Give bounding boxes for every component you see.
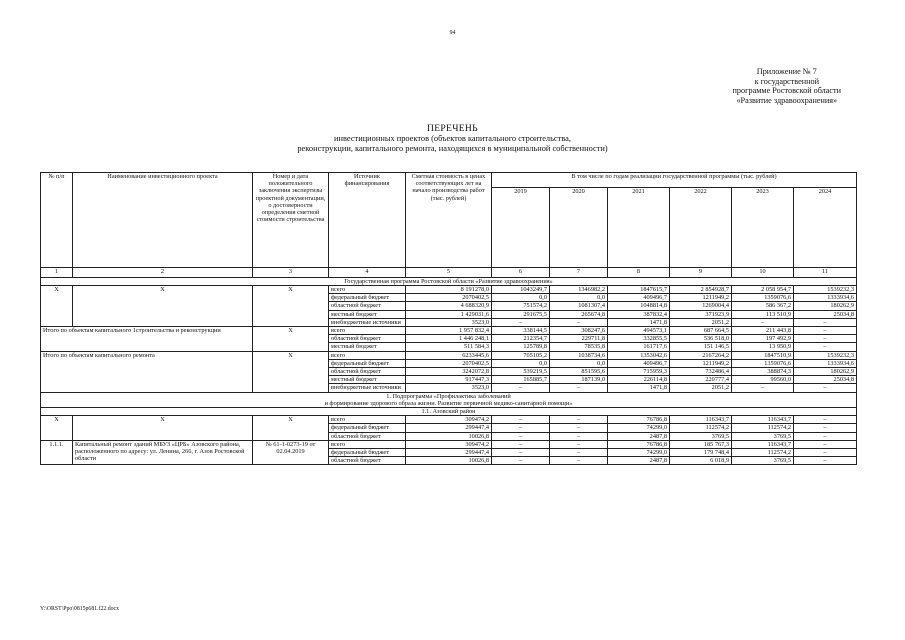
block-totals — [41, 286, 857, 327]
year-2022-cell: 2051,2 — [670, 384, 732, 392]
appendix-line: программе Ростовской области — [732, 86, 841, 96]
section-row — [41, 277, 857, 285]
year-2020-cell: 1346982,2 — [550, 286, 608, 294]
project-name-cell: Итого по объектам капитального 1строительства и реконструкции — [41, 327, 253, 352]
year-2023-cell: 197 492,9 — [732, 335, 794, 343]
column-number: 4 — [329, 268, 406, 278]
estimated-cost-cell: 1 957 832,4 — [406, 327, 492, 335]
investment-projects-table — [40, 172, 857, 465]
funding-source-cell: всего — [329, 416, 406, 424]
year-2021-cell: 2487,8 — [608, 457, 670, 465]
year-2022-cell: 2167264,2 — [670, 351, 732, 359]
year-2020-cell: 0,0 — [550, 294, 608, 302]
project-name-cell: Х — [73, 416, 253, 441]
block-construction — [41, 327, 857, 352]
title-heading: ПЕРЕЧЕНЬ — [427, 123, 478, 134]
project-number-cell: Х — [41, 416, 73, 441]
year-2024-cell: 1333934,6 — [794, 294, 857, 302]
year-2020-cell: 308247,6 — [550, 327, 608, 335]
year-2020-cell: 265674,8 — [550, 310, 608, 318]
year-2021-cell: 1353042,6 — [608, 351, 670, 359]
year-2022-cell: 151 146,5 — [670, 343, 732, 351]
block-repair — [41, 351, 857, 392]
estimated-cost-cell: 3523,0 — [406, 318, 492, 326]
funding-source-cell: внебюджетные источники — [329, 384, 406, 392]
year-2023-cell: 112574,2 — [732, 424, 794, 432]
file-path-footer: Y:\ORST\Ppo\0815p681.f22.docx — [40, 606, 120, 612]
estimated-cost-cell: 2070402,5 — [406, 294, 492, 302]
column-number: 10 — [732, 268, 794, 278]
column-number: 2 — [73, 268, 253, 278]
table-row — [41, 351, 857, 359]
year-2022-cell: 112574,2 — [670, 424, 732, 432]
expertise-cell: Х — [253, 286, 329, 327]
year-2019-cell: 165885,7 — [492, 376, 550, 384]
estimated-cost-cell: 6233445,6 — [406, 351, 492, 359]
year-2019-cell: 125789,8 — [492, 343, 550, 351]
estimated-cost-cell: 10026,8 — [406, 432, 492, 440]
year-2024-cell: – — [794, 327, 857, 335]
estimated-cost-cell: 917447,3 — [406, 376, 492, 384]
document-title — [0, 124, 905, 153]
year-2022-cell: 1211949,2 — [670, 294, 732, 302]
year-2023-cell: 1359076,6 — [732, 294, 794, 302]
expertise-cell: Х — [253, 327, 329, 352]
district-title: 1.1. Азовский район — [41, 408, 857, 416]
year-2024-cell: 25034,8 — [794, 376, 857, 384]
funding-source-cell: федеральный бюджет — [329, 359, 406, 367]
year-2021-cell: 76786,8 — [608, 416, 670, 424]
header-estimated-cost: Сметная стоимость в ценах соответствующих лет на начало производства работ (тыс. рублей) — [406, 173, 492, 268]
year-2019-cell: 0,0 — [492, 359, 550, 367]
year-2020-cell: 0,0 — [550, 359, 608, 367]
year-2021-cell: 1471,8 — [608, 384, 670, 392]
year-2024-cell: 180262,9 — [794, 302, 857, 310]
year-2023-cell: 2 058 954,7 — [732, 286, 794, 294]
year-2024-cell: – — [794, 318, 857, 326]
funding-source-cell: областной бюджет — [329, 335, 406, 343]
year-2021-cell: 74299,0 — [608, 449, 670, 457]
year-2023-cell: 113 510,9 — [732, 310, 794, 318]
year-2022-cell: 1211949,2 — [670, 359, 732, 367]
year-2024-cell: – — [794, 343, 857, 351]
estimated-cost-cell: 309474,2 — [406, 440, 492, 448]
table-row — [41, 416, 857, 424]
year-2024-cell: – — [794, 440, 857, 448]
year-2022-cell: 3769,5 — [670, 432, 732, 440]
year-2019-cell: 212354,7 — [492, 335, 550, 343]
year-2023-cell: 13 950,9 — [732, 343, 794, 351]
appendix-line: Приложение № 7 — [756, 67, 817, 76]
column-number: 7 — [550, 268, 608, 278]
year-2021-cell: 74299,0 — [608, 424, 670, 432]
year-2022-cell: 116343,7 — [670, 416, 732, 424]
year-2022-cell: 732486,4 — [670, 368, 732, 376]
year-2021-cell: 2487,8 — [608, 432, 670, 440]
column-number: 8 — [608, 268, 670, 278]
year-2024-cell: 25034,8 — [794, 310, 857, 318]
subprogram-title-line: 1. Подпрограмма «Профилактика заболеваний — [386, 392, 511, 400]
year-2024-cell: 180262,9 — [794, 368, 857, 376]
funding-source-cell: федеральный бюджет — [329, 294, 406, 302]
year-2022-cell: 6 018,9 — [670, 457, 732, 465]
project-number-cell: Х — [41, 286, 73, 327]
year-2022-cell: 220777,4 — [670, 376, 732, 384]
year-2021-cell: 1847615,7 — [608, 286, 670, 294]
table-row — [41, 440, 857, 448]
year-2019-cell: – — [492, 440, 550, 448]
block-project-1-1-1 — [41, 440, 857, 465]
year-2020-cell: – — [550, 449, 608, 457]
year-2023-cell: 99560,0 — [732, 376, 794, 384]
year-2021-cell: 494573,1 — [608, 327, 670, 335]
expertise-cell: Х — [253, 351, 329, 392]
year-2023-cell: 3769,5 — [732, 432, 794, 440]
year-2019-cell: – — [492, 432, 550, 440]
year-2020-cell: – — [550, 432, 608, 440]
year-2024-cell: – — [794, 335, 857, 343]
year-2019-cell: 705105,2 — [492, 351, 550, 359]
project-name-cell: Капитальный ремонт зданий МБУЗ «ЦРБ» Азовского района, расположенного по адресу: ул. Ленина, 266, г. Азов Ростовской области — [73, 440, 253, 465]
year-2021-cell: 1048814,8 — [608, 302, 670, 310]
year-2022-cell: 185 767,3 — [670, 440, 732, 448]
year-2019-cell: – — [492, 318, 550, 326]
funding-source-cell: всего — [329, 351, 406, 359]
estimated-cost-cell: 299447,4 — [406, 424, 492, 432]
estimated-cost-cell: 1 429031,6 — [406, 310, 492, 318]
year-2023-cell: 211 443,8 — [732, 327, 794, 335]
year-2023-cell: 388874,3 — [732, 368, 794, 376]
project-number-cell: 1.1.1. — [41, 440, 73, 465]
header-number: № п/п — [41, 173, 73, 268]
title-line: реконструкции, капитального ремонта, находящихся в муниципальной собственности) — [297, 143, 608, 153]
column-number: 3 — [253, 268, 329, 278]
year-2023-cell: 112574,2 — [732, 449, 794, 457]
year-2022-cell: 371923,9 — [670, 310, 732, 318]
year-2019-cell: – — [492, 457, 550, 465]
header-year: 2023 — [732, 188, 794, 268]
funding-source-cell: всего — [329, 440, 406, 448]
year-2021-cell: 409496,7 — [608, 359, 670, 367]
header-expertise: Номер и дата положительного заключения экспертизы проектной документации, о достоверности определения сметной стоимости строительства — [253, 173, 329, 268]
year-2020-cell: 1081307,4 — [550, 302, 608, 310]
header-project-name: Наименование инвестиционного проекта — [73, 173, 253, 268]
year-2019-cell: – — [492, 416, 550, 424]
column-number: 6 — [492, 268, 550, 278]
table-row — [41, 327, 857, 335]
funding-source-cell: местный бюджет — [329, 376, 406, 384]
header-year: 2021 — [608, 188, 670, 268]
expertise-cell: Х — [253, 416, 329, 441]
title-line: инвестиционных проектов (объектов капитального строительства, — [334, 133, 571, 143]
project-name-cell: Х — [73, 286, 253, 327]
table-row — [41, 286, 857, 294]
year-2019-cell: 338144,5 — [492, 327, 550, 335]
year-2020-cell: – — [550, 440, 608, 448]
header-year: 2022 — [670, 188, 732, 268]
year-2024-cell: – — [794, 432, 857, 440]
year-2024-cell: – — [794, 457, 857, 465]
year-2021-cell: 387832,4 — [608, 310, 670, 318]
year-2020-cell: 851595,6 — [550, 368, 608, 376]
year-2020-cell: 229711,8 — [550, 335, 608, 343]
funding-source-cell: местный бюджет — [329, 310, 406, 318]
column-number: 9 — [670, 268, 732, 278]
estimated-cost-cell: 1 446 248,1 — [406, 335, 492, 343]
header-years-group: В том числе по годам реализации государственной программы (тыс. рублей) — [492, 173, 857, 188]
appendix-note — [733, 67, 841, 105]
estimated-cost-cell: 4 688320,9 — [406, 302, 492, 310]
year-2020-cell: 1038734,6 — [550, 351, 608, 359]
estimated-cost-cell: 8 191278,0 — [406, 286, 492, 294]
funding-source-cell: областной бюджет — [329, 302, 406, 310]
header-year: 2024 — [794, 188, 857, 268]
estimated-cost-cell: 3523,0 — [406, 384, 492, 392]
year-2022-cell: 2 854928,7 — [670, 286, 732, 294]
year-2024-cell: 1539232,3 — [794, 286, 857, 294]
subprogram-title — [41, 392, 857, 407]
funding-source-cell: областной бюджет — [329, 432, 406, 440]
estimated-cost-cell: 511 584,3 — [406, 343, 492, 351]
year-2024-cell: – — [794, 384, 857, 392]
section-row — [41, 408, 857, 416]
year-2024-cell: 1333934,6 — [794, 359, 857, 367]
year-2020-cell: – — [550, 457, 608, 465]
header-year: 2020 — [550, 188, 608, 268]
expertise-cell: № 61-1-0273-19 от 02.04.2019 — [253, 440, 329, 465]
year-2022-cell: 179 748,4 — [670, 449, 732, 457]
year-2022-cell: 687 664,5 — [670, 327, 732, 335]
funding-source-cell: всего — [329, 286, 406, 294]
column-number: 5 — [406, 268, 492, 278]
year-2021-cell: 226114,8 — [608, 376, 670, 384]
year-2023-cell: 1847510,9 — [732, 351, 794, 359]
page-number: 94 — [449, 30, 456, 36]
project-name-cell: Итого по объектам капитального ремонта — [41, 351, 253, 392]
year-2023-cell: 3769,5 — [732, 457, 794, 465]
funding-source-cell: федеральный бюджет — [329, 424, 406, 432]
year-2019-cell: 0,0 — [492, 294, 550, 302]
year-2022-cell: 1269004,4 — [670, 302, 732, 310]
year-2023-cell: – — [732, 318, 794, 326]
header-row — [41, 173, 857, 188]
year-2021-cell: 715959,3 — [608, 368, 670, 376]
funding-source-cell: областной бюджет — [329, 457, 406, 465]
year-2020-cell: – — [550, 424, 608, 432]
year-2020-cell: – — [550, 318, 608, 326]
funding-source-cell: внебюджетные источники — [329, 318, 406, 326]
year-2021-cell: 332855,5 — [608, 335, 670, 343]
funding-source-cell: федеральный бюджет — [329, 449, 406, 457]
header-funding-source: Источник финансирования — [329, 173, 406, 268]
year-2020-cell: – — [550, 416, 608, 424]
funding-source-cell: областной бюджет — [329, 368, 406, 376]
year-2020-cell: 187139,0 — [550, 376, 608, 384]
appendix-line: «Развитие здравоохранения» — [736, 95, 838, 105]
appendix-line: к государственной — [754, 76, 819, 86]
year-2022-cell: 2051,2 — [670, 318, 732, 326]
column-number: 11 — [794, 268, 857, 278]
year-2019-cell: – — [492, 424, 550, 432]
year-2024-cell: – — [794, 424, 857, 432]
year-2019-cell: 1043249,7 — [492, 286, 550, 294]
header-year: 2019 — [492, 188, 550, 268]
year-2021-cell: 161717,6 — [608, 343, 670, 351]
program-title: Государственная программа Ростовской области «Развитие здравоохранения» — [41, 277, 857, 285]
year-2019-cell: 291675,5 — [492, 310, 550, 318]
year-2019-cell: – — [492, 449, 550, 457]
column-number-row — [41, 268, 857, 278]
column-number: 1 — [41, 268, 73, 278]
estimated-cost-cell: 10026,8 — [406, 457, 492, 465]
year-2022-cell: 536 518,0 — [670, 335, 732, 343]
estimated-cost-cell: 2070402,5 — [406, 359, 492, 367]
year-2021-cell: 409496,7 — [608, 294, 670, 302]
year-2019-cell: 539219,5 — [492, 368, 550, 376]
funding-source-cell: местный бюджет — [329, 343, 406, 351]
year-2020-cell: 78535,8 — [550, 343, 608, 351]
year-2024-cell: 1539232,3 — [794, 351, 857, 359]
year-2023-cell: 1359076,6 — [732, 359, 794, 367]
year-2023-cell: 116343,7 — [732, 416, 794, 424]
section-row — [41, 392, 857, 407]
year-2023-cell: 116343,7 — [732, 440, 794, 448]
estimated-cost-cell: 299447,4 — [406, 449, 492, 457]
year-2024-cell: – — [794, 449, 857, 457]
year-2019-cell: 751574,2 — [492, 302, 550, 310]
year-2020-cell: – — [550, 384, 608, 392]
year-2021-cell: 76786,8 — [608, 440, 670, 448]
year-2019-cell: – — [492, 384, 550, 392]
estimated-cost-cell: 3242072,8 — [406, 368, 492, 376]
year-2024-cell: – — [794, 416, 857, 424]
year-2023-cell: – — [732, 384, 794, 392]
funding-source-cell: всего — [329, 327, 406, 335]
block-district-totals — [41, 416, 857, 441]
year-2021-cell: 1471,8 — [608, 318, 670, 326]
estimated-cost-cell: 309474,2 — [406, 416, 492, 424]
year-2023-cell: 586 367,2 — [732, 302, 794, 310]
subprogram-title-line: и формирование здорового образа жизни. Развитие первичной медико-санитарной помощи» — [324, 399, 573, 407]
